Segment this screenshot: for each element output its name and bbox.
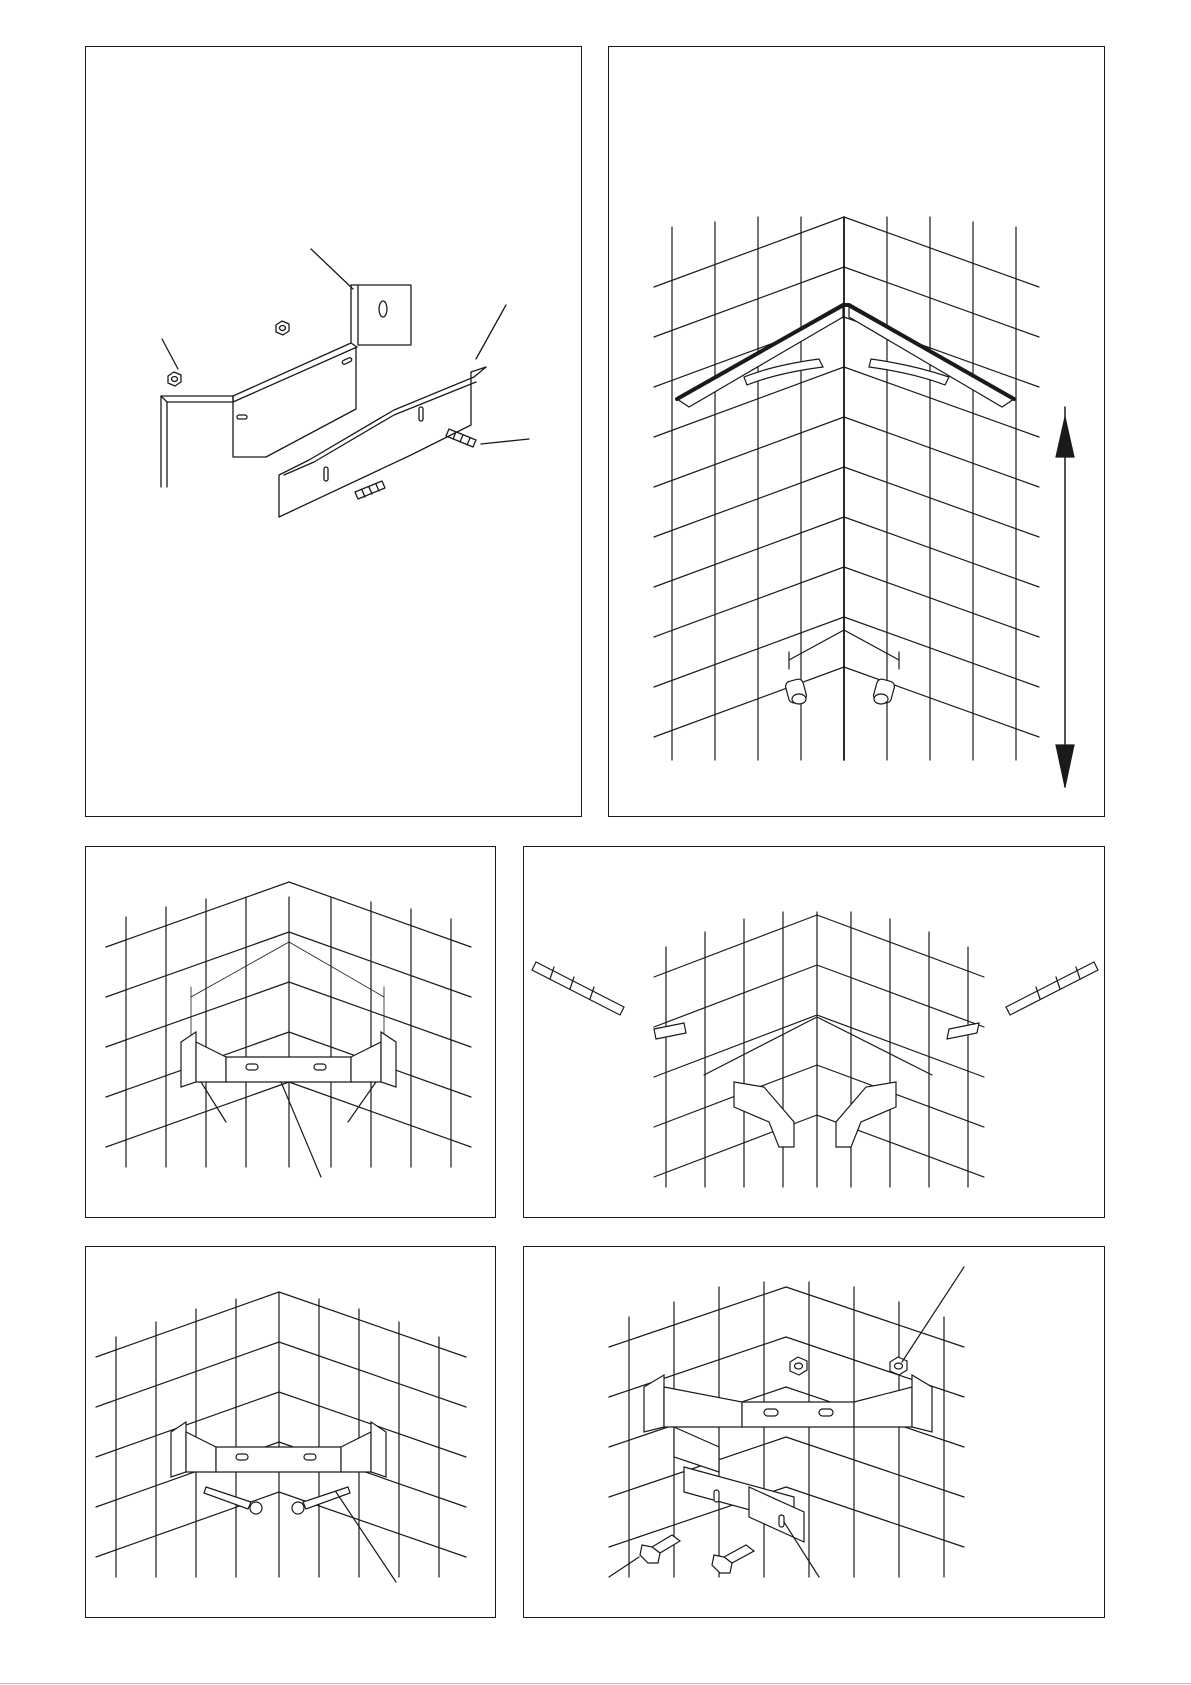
- figure-attaching-front-plate: [523, 1246, 1105, 1618]
- drilling-drawing: [524, 847, 1106, 1219]
- hex-nut: [890, 1357, 907, 1375]
- bracket-positioning-drawing: [86, 847, 497, 1219]
- screw-fixing-drawing: [86, 1247, 497, 1619]
- leader-line: [281, 1082, 321, 1177]
- leader-line: [902, 1267, 964, 1362]
- tile-grid: [654, 217, 1039, 760]
- leader-line: [481, 439, 529, 444]
- drill-bit: [1006, 962, 1098, 1015]
- tile-grid: [96, 1292, 466, 1577]
- leader-line: [348, 1082, 376, 1122]
- figure-drilling-holes: [523, 846, 1105, 1218]
- drill-bit: [532, 962, 624, 1015]
- hex-bolt: [712, 1545, 754, 1573]
- width-dimension: [191, 942, 384, 1067]
- tile-grid: [654, 912, 984, 1187]
- leader-line: [336, 1492, 396, 1582]
- front-rail: [279, 367, 486, 517]
- wall-plug-in-tile: [872, 678, 895, 704]
- rear-bracket: [161, 285, 357, 487]
- height-dimension-arrow: [1056, 407, 1074, 787]
- mounting-plate: [351, 285, 411, 345]
- figure-positioning-bracket: [85, 846, 496, 1218]
- floor-corner: [704, 1017, 932, 1075]
- tile-grid: [106, 882, 471, 1167]
- leader-line: [609, 1557, 639, 1577]
- tiled-corner-marking-drawing: [609, 47, 1106, 818]
- hex-nut: [790, 1357, 807, 1375]
- figure-fixing-screws: [85, 1246, 496, 1618]
- corner-bracket: [644, 1375, 932, 1432]
- wall-plug: [355, 481, 385, 499]
- figure-marking-holes: [608, 46, 1105, 817]
- page-bottom-rule: [0, 1683, 1191, 1684]
- figure-exploded-view: [85, 46, 582, 817]
- wall-plug: [446, 429, 476, 447]
- hex-nut: [276, 321, 289, 335]
- hex-nut: [168, 372, 181, 386]
- leader-line: [201, 1082, 226, 1122]
- front-plate: [674, 1427, 804, 1542]
- spirit-level: [677, 305, 1014, 407]
- leader-line: [162, 339, 178, 369]
- leader-line: [476, 305, 506, 359]
- front-plate-bolting-drawing: [524, 1247, 1106, 1619]
- leader-line: [311, 249, 353, 289]
- bracket-exploded-drawing: [86, 47, 583, 818]
